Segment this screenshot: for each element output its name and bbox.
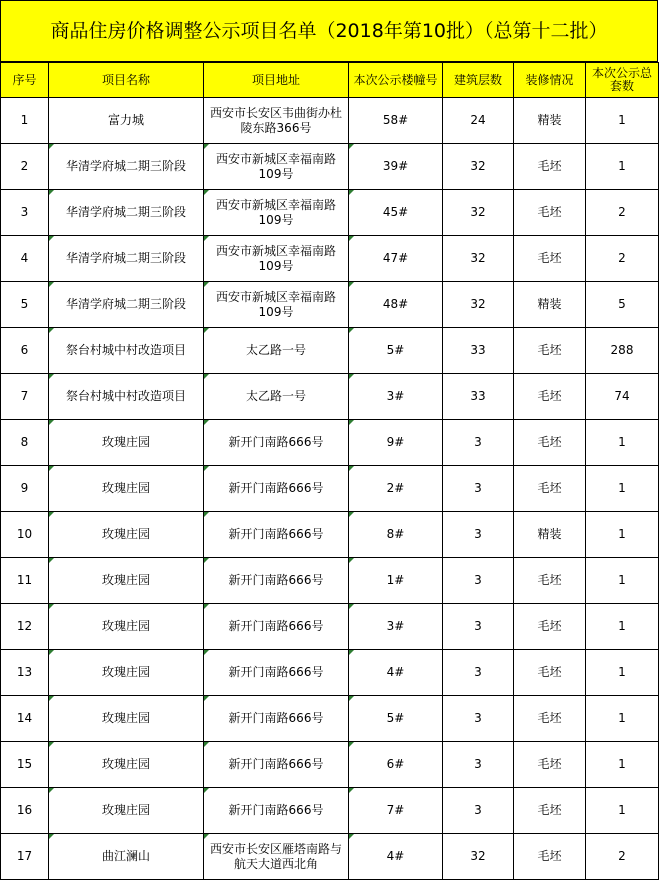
cell-decor: 毛坯 <box>514 834 586 880</box>
cell-building: 2# <box>349 466 443 512</box>
cell-address: 西安市新城区幸福南路109号 <box>204 236 349 282</box>
table-row <box>1 420 659 466</box>
cell-decor: 毛坯 <box>514 466 586 512</box>
cell-address: 西安市新城区幸福南路109号 <box>204 190 349 236</box>
cell-decor: 毛坯 <box>514 374 586 420</box>
project-table <box>0 62 659 880</box>
cell-decor: 精装 <box>514 512 586 558</box>
cell-decor: 毛坯 <box>514 604 586 650</box>
cell-units: 1 <box>586 98 659 144</box>
cell-address: 新开门南路666号 <box>204 558 349 604</box>
cell-name: 玫瑰庄园 <box>49 650 204 696</box>
cell-building: 6# <box>349 742 443 788</box>
cell-floors: 3 <box>443 512 514 558</box>
cell-name: 玫瑰庄园 <box>49 788 204 834</box>
cell-decor: 毛坯 <box>514 696 586 742</box>
cell-no: 14 <box>1 696 49 742</box>
cell-floors: 3 <box>443 604 514 650</box>
cell-name: 玫瑰庄园 <box>49 604 204 650</box>
cell-no: 8 <box>1 420 49 466</box>
cell-decor: 毛坯 <box>514 788 586 834</box>
cell-decor: 毛坯 <box>514 558 586 604</box>
cell-no: 10 <box>1 512 49 558</box>
table-row <box>1 282 659 328</box>
cell-floors: 3 <box>443 742 514 788</box>
cell-address: 新开门南路666号 <box>204 788 349 834</box>
cell-units: 1 <box>586 420 659 466</box>
cell-name: 玫瑰庄园 <box>49 466 204 512</box>
cell-no: 1 <box>1 98 49 144</box>
table-body <box>1 98 659 880</box>
cell-floors: 3 <box>443 466 514 512</box>
cell-building: 1# <box>349 558 443 604</box>
header-name: 项目名称 <box>49 63 204 98</box>
table-row <box>1 650 659 696</box>
cell-address: 太乙路一号 <box>204 374 349 420</box>
cell-building: 9# <box>349 420 443 466</box>
table-row <box>1 236 659 282</box>
cell-decor: 毛坯 <box>514 420 586 466</box>
cell-no: 5 <box>1 282 49 328</box>
cell-name: 华清学府城二期三阶段 <box>49 282 204 328</box>
cell-no: 17 <box>1 834 49 880</box>
cell-no: 4 <box>1 236 49 282</box>
table-row <box>1 604 659 650</box>
cell-address: 西安市新城区幸福南路109号 <box>204 144 349 190</box>
cell-decor: 毛坯 <box>514 190 586 236</box>
header-units: 本次公示总套数 <box>586 63 659 98</box>
cell-address: 西安市长安区雁塔南路与航天大道西北角 <box>204 834 349 880</box>
cell-floors: 3 <box>443 558 514 604</box>
cell-units: 74 <box>586 374 659 420</box>
cell-no: 2 <box>1 144 49 190</box>
cell-name: 华清学府城二期三阶段 <box>49 190 204 236</box>
cell-units: 1 <box>586 650 659 696</box>
cell-floors: 32 <box>443 144 514 190</box>
cell-units: 1 <box>586 604 659 650</box>
cell-building: 4# <box>349 834 443 880</box>
cell-units: 2 <box>586 236 659 282</box>
cell-building: 47# <box>349 236 443 282</box>
header-address: 项目地址 <box>204 63 349 98</box>
cell-floors: 3 <box>443 650 514 696</box>
header-no: 序号 <box>1 63 49 98</box>
cell-units: 2 <box>586 190 659 236</box>
header-decor: 装修情况 <box>514 63 586 98</box>
cell-units: 5 <box>586 282 659 328</box>
cell-decor: 精装 <box>514 282 586 328</box>
cell-decor: 毛坯 <box>514 650 586 696</box>
cell-floors: 24 <box>443 98 514 144</box>
cell-name: 玫瑰庄园 <box>49 558 204 604</box>
cell-no: 11 <box>1 558 49 604</box>
cell-name: 华清学府城二期三阶段 <box>49 236 204 282</box>
cell-name: 玫瑰庄园 <box>49 742 204 788</box>
cell-address: 新开门南路666号 <box>204 512 349 558</box>
table-row <box>1 742 659 788</box>
cell-address: 新开门南路666号 <box>204 466 349 512</box>
table-row <box>1 834 659 880</box>
table-row <box>1 190 659 236</box>
cell-units: 1 <box>586 558 659 604</box>
header-building: 本次公示楼幢号 <box>349 63 443 98</box>
table-row <box>1 788 659 834</box>
cell-floors: 32 <box>443 834 514 880</box>
cell-no: 13 <box>1 650 49 696</box>
cell-building: 3# <box>349 374 443 420</box>
cell-building: 3# <box>349 604 443 650</box>
cell-address: 新开门南路666号 <box>204 604 349 650</box>
cell-address: 西安市长安区韦曲街办杜陵东路366号 <box>204 98 349 144</box>
cell-decor: 毛坯 <box>514 144 586 190</box>
cell-floors: 33 <box>443 328 514 374</box>
cell-building: 5# <box>349 328 443 374</box>
table-row <box>1 328 659 374</box>
cell-floors: 32 <box>443 190 514 236</box>
cell-address: 新开门南路666号 <box>204 420 349 466</box>
cell-units: 1 <box>586 696 659 742</box>
table-row <box>1 466 659 512</box>
cell-no: 12 <box>1 604 49 650</box>
table-row <box>1 696 659 742</box>
cell-address: 西安市新城区幸福南路109号 <box>204 282 349 328</box>
cell-no: 16 <box>1 788 49 834</box>
cell-no: 15 <box>1 742 49 788</box>
cell-name: 祭台村城中村改造项目 <box>49 374 204 420</box>
cell-name: 华清学府城二期三阶段 <box>49 144 204 190</box>
cell-units: 1 <box>586 742 659 788</box>
cell-floors: 3 <box>443 696 514 742</box>
cell-name: 祭台村城中村改造项目 <box>49 328 204 374</box>
cell-decor: 精装 <box>514 98 586 144</box>
cell-floors: 3 <box>443 788 514 834</box>
cell-units: 2 <box>586 834 659 880</box>
cell-building: 8# <box>349 512 443 558</box>
table-row <box>1 512 659 558</box>
cell-floors: 3 <box>443 420 514 466</box>
header-row <box>1 63 659 98</box>
cell-floors: 33 <box>443 374 514 420</box>
cell-units: 1 <box>586 788 659 834</box>
cell-no: 7 <box>1 374 49 420</box>
table-title: 商品住房价格调整公示项目名单（2018年第10批）（总第十二批） <box>0 0 658 62</box>
cell-no: 6 <box>1 328 49 374</box>
cell-name: 富力城 <box>49 98 204 144</box>
cell-address: 太乙路一号 <box>204 328 349 374</box>
cell-decor: 毛坯 <box>514 236 586 282</box>
cell-name: 曲江澜山 <box>49 834 204 880</box>
cell-name: 玫瑰庄园 <box>49 512 204 558</box>
cell-address: 新开门南路666号 <box>204 696 349 742</box>
cell-building: 58# <box>349 98 443 144</box>
cell-building: 39# <box>349 144 443 190</box>
table-row <box>1 98 659 144</box>
cell-building: 45# <box>349 190 443 236</box>
cell-building: 5# <box>349 696 443 742</box>
cell-address: 新开门南路666号 <box>204 742 349 788</box>
cell-name: 玫瑰庄园 <box>49 696 204 742</box>
cell-name: 玫瑰庄园 <box>49 420 204 466</box>
cell-building: 48# <box>349 282 443 328</box>
cell-building: 4# <box>349 650 443 696</box>
table-row <box>1 558 659 604</box>
cell-units: 288 <box>586 328 659 374</box>
cell-decor: 毛坯 <box>514 742 586 788</box>
table-row <box>1 144 659 190</box>
cell-units: 1 <box>586 144 659 190</box>
cell-units: 1 <box>586 512 659 558</box>
table-row <box>1 374 659 420</box>
cell-no: 9 <box>1 466 49 512</box>
cell-building: 7# <box>349 788 443 834</box>
cell-no: 3 <box>1 190 49 236</box>
cell-floors: 32 <box>443 236 514 282</box>
header-floors: 建筑层数 <box>443 63 514 98</box>
cell-decor: 毛坯 <box>514 328 586 374</box>
cell-units: 1 <box>586 466 659 512</box>
cell-address: 新开门南路666号 <box>204 650 349 696</box>
cell-floors: 32 <box>443 282 514 328</box>
